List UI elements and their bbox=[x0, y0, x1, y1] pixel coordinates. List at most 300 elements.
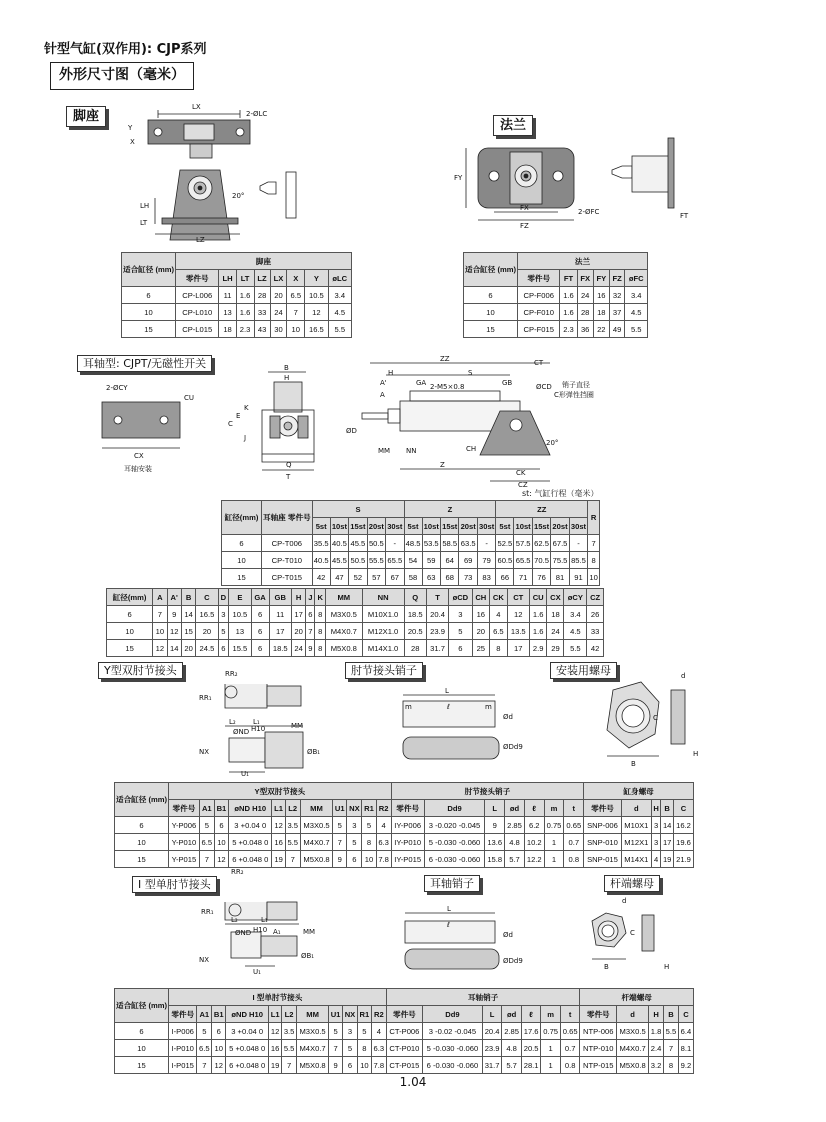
y-cell: 9 bbox=[333, 851, 347, 868]
y-cell: 19 bbox=[272, 851, 285, 868]
dims-cell: M12X1.0 bbox=[362, 623, 404, 640]
dims-cell: 18 bbox=[547, 606, 564, 623]
trunnion-z-header: Z bbox=[404, 501, 496, 518]
foot-y-label: Y bbox=[128, 124, 133, 132]
y-cell: 12 bbox=[272, 817, 285, 834]
trunnion-cell: 6 bbox=[222, 535, 262, 552]
dims-cell: 7 bbox=[306, 623, 315, 640]
i-col-header: B bbox=[664, 1006, 679, 1023]
trunnion-nn-label: NN bbox=[406, 447, 417, 455]
dims-cell: M5X0.8 bbox=[326, 640, 363, 657]
dims-cell: 14 bbox=[181, 606, 195, 623]
y-rr2-label: RR₂ bbox=[225, 670, 238, 678]
i-cell: M3X0.5 bbox=[297, 1023, 329, 1040]
pin-m1-label: m bbox=[405, 703, 412, 711]
i-cell: 5 +0.048 0 bbox=[226, 1040, 269, 1057]
i-col-header: L1 bbox=[269, 1006, 282, 1023]
i-cell: 9 bbox=[329, 1057, 343, 1074]
trunnion-cell: 63 bbox=[422, 569, 440, 586]
y-cell: 13.6 bbox=[485, 834, 505, 851]
trunnion-stroke-header: 5st bbox=[496, 518, 514, 535]
y-cell: IY-P015 bbox=[391, 851, 424, 868]
dims-cell: 25 bbox=[472, 640, 490, 657]
trunnion-table-row bbox=[222, 552, 600, 569]
dims-cell: 11 bbox=[269, 606, 291, 623]
y-cell: 1 bbox=[544, 851, 564, 868]
y-u1-label: U₁ bbox=[241, 770, 249, 778]
flange-fc-label: 2-ØFC bbox=[578, 208, 600, 216]
dims-table-row bbox=[107, 640, 604, 657]
y-l1-label: L₁ bbox=[253, 718, 260, 726]
trunnion-stroke-note: st: 气缸行程（毫米） bbox=[522, 489, 599, 498]
i-nd-label: ØND bbox=[235, 929, 252, 937]
trunnion-stroke-header: 15st bbox=[532, 518, 550, 535]
trunnion-stroke-header: 30st bbox=[569, 518, 587, 535]
flange-col-header: FZ bbox=[609, 270, 625, 287]
y-col-header: C bbox=[674, 800, 694, 817]
y-cell: 0.75 bbox=[544, 817, 564, 834]
dims-cell: 12 bbox=[167, 623, 181, 640]
dims-cell: 8 bbox=[315, 606, 326, 623]
trunnion-stroke-header: 30st bbox=[477, 518, 495, 535]
i-cell: 28.1 bbox=[521, 1057, 541, 1074]
trunnion-cell: - bbox=[386, 535, 404, 552]
i-table bbox=[114, 988, 694, 1074]
dims-cell: M4X0.7 bbox=[326, 623, 363, 640]
i-cell: I-P006 bbox=[169, 1023, 197, 1040]
y-cell: 5 bbox=[362, 817, 376, 834]
dims-cell: 12 bbox=[153, 640, 167, 657]
y-group1-header: Y型双肘节接头 bbox=[169, 783, 392, 800]
dims-cell: 24.5 bbox=[196, 640, 218, 657]
trunnion-cell: 76 bbox=[532, 569, 550, 586]
trunnion-cell: 69 bbox=[459, 552, 477, 569]
i-cell: 2.4 bbox=[649, 1040, 664, 1057]
foot-cell: 4.5 bbox=[328, 304, 351, 321]
trunnion-cell: 85.5 bbox=[569, 552, 587, 569]
trunnion-stroke-header: 5st bbox=[404, 518, 422, 535]
i-col-header: R1 bbox=[357, 1006, 371, 1023]
trunnion-ch-label: CH bbox=[466, 445, 477, 453]
t-pin-dd9-label: ØDd9 bbox=[503, 957, 523, 965]
flange-table-row bbox=[464, 304, 648, 321]
y-col-header: H bbox=[651, 800, 660, 817]
flange-cell: 1.6 bbox=[560, 287, 577, 304]
y-cell: 21.9 bbox=[674, 851, 694, 868]
y-col-header: U1 bbox=[333, 800, 347, 817]
i-cell: 10 bbox=[357, 1057, 371, 1074]
dims-cell: 10 bbox=[107, 623, 153, 640]
y-cell: 1 bbox=[544, 834, 564, 851]
y-cell: 3 bbox=[651, 817, 660, 834]
i-cell: M3X0.5 bbox=[617, 1023, 649, 1040]
foot-table-row bbox=[122, 304, 352, 321]
i-cell: 7 bbox=[197, 1057, 212, 1074]
t-pin-d-label: Ød bbox=[503, 931, 513, 939]
nut-h-label: H bbox=[693, 750, 699, 758]
foot-cell: 10 bbox=[287, 321, 305, 338]
foot-col-header: LZ bbox=[254, 270, 270, 287]
i-cell: NTP-015 bbox=[580, 1057, 617, 1074]
flange-cell: 22 bbox=[593, 321, 609, 338]
trunnion-front-drawing bbox=[220, 362, 340, 482]
foot-cell: 1.6 bbox=[236, 304, 254, 321]
y-cell: 4 bbox=[376, 817, 391, 834]
y-cell: SNP-015 bbox=[584, 851, 622, 868]
foot-cell: 11 bbox=[219, 287, 236, 304]
dims-col-header: CH bbox=[472, 589, 490, 606]
pin-m2-label: m bbox=[485, 703, 492, 711]
trunnion-cell: 70.5 bbox=[532, 552, 550, 569]
foot-cell: 5.5 bbox=[328, 321, 351, 338]
i-group1-header: I 型单肘节接头 bbox=[169, 989, 387, 1006]
dims-cell: 29 bbox=[547, 640, 564, 657]
foot-lc-label: 2-ØLC bbox=[246, 110, 268, 118]
dims-cell: 10.5 bbox=[229, 606, 251, 623]
i-col-header: B1 bbox=[212, 1006, 226, 1023]
y-col-header: ød bbox=[505, 800, 525, 817]
dims-cell: 13.5 bbox=[507, 623, 529, 640]
i-cell: 1 bbox=[541, 1040, 561, 1057]
y-cell: 7 bbox=[333, 834, 347, 851]
flange-cell: 5.5 bbox=[625, 321, 648, 338]
dims-cell: 8 bbox=[315, 623, 326, 640]
trunnion-cell: 59 bbox=[422, 552, 440, 569]
y-col-header: Dd9 bbox=[424, 800, 485, 817]
trunnion-zz-label: ZZ bbox=[440, 355, 450, 363]
trunnion-cell: 67.5 bbox=[551, 535, 569, 552]
y-col-header: 零件号 bbox=[584, 800, 622, 817]
i-cell: 8 bbox=[357, 1040, 371, 1057]
i-cell: 12 bbox=[212, 1057, 226, 1074]
i-group2-header: 耳轴销子 bbox=[386, 989, 580, 1006]
i-cell: 5 bbox=[197, 1023, 212, 1040]
i-col-header: MM bbox=[297, 1006, 329, 1023]
i-l1-label: L₁ bbox=[261, 916, 268, 924]
dims-cell: 9 bbox=[306, 640, 315, 657]
i-table-row bbox=[115, 1023, 694, 1040]
y-cell: 6.2 bbox=[524, 817, 544, 834]
i-cell: 8.1 bbox=[678, 1040, 693, 1057]
y-table-row bbox=[115, 834, 694, 851]
rod-nut-tag: 杆端螺母 bbox=[604, 875, 660, 892]
dims-cell: 8 bbox=[315, 640, 326, 657]
i-cell: 4.8 bbox=[502, 1040, 522, 1057]
dims-cell: 18.5 bbox=[269, 640, 291, 657]
foot-cell: 3.4 bbox=[328, 287, 351, 304]
y-col-header: 零件号 bbox=[391, 800, 424, 817]
trunnion-b-label: B bbox=[284, 364, 289, 372]
trunnion-d-label: ØD bbox=[346, 427, 357, 435]
dims-cell: 42 bbox=[587, 640, 604, 657]
i-cell: 8 bbox=[664, 1057, 679, 1074]
y-col-header: NX bbox=[347, 800, 362, 817]
y-col-header: L1 bbox=[272, 800, 285, 817]
foot-cell: 6 bbox=[122, 287, 176, 304]
i-col-header: ℓ bbox=[521, 1006, 541, 1023]
dims-col-header: E bbox=[229, 589, 251, 606]
dims-cell: 20.4 bbox=[426, 606, 448, 623]
dims-cell: 5 bbox=[449, 623, 472, 640]
trunnion-gb-label: GB bbox=[502, 379, 513, 387]
flange-fx-label: FX bbox=[520, 204, 529, 212]
rod-nut-drawing bbox=[570, 895, 690, 975]
foot-angle-label: 20° bbox=[232, 192, 245, 200]
trunnion-cell: 35.5 bbox=[312, 535, 330, 552]
flange-group-header: 法兰 bbox=[518, 253, 648, 270]
i-cell: 3 +0.04 0 bbox=[226, 1023, 269, 1040]
dims-cell: 28 bbox=[404, 640, 426, 657]
dims-cell: 6 bbox=[306, 606, 315, 623]
foot-table-row bbox=[122, 321, 352, 338]
dims-cell: 1.6 bbox=[529, 606, 547, 623]
i-cell: 20.4 bbox=[482, 1023, 502, 1040]
foot-cell: 10 bbox=[122, 304, 176, 321]
dims-col-header: 缸径(mm) bbox=[107, 589, 153, 606]
trunnion-stroke-header: 20st bbox=[367, 518, 385, 535]
dims-cell: M10X1.0 bbox=[362, 606, 404, 623]
trunnion-cell: 48.5 bbox=[404, 535, 422, 552]
dims-cell: 3.4 bbox=[564, 606, 587, 623]
trunnion-stroke-header: 20st bbox=[551, 518, 569, 535]
dims-col-header: CU bbox=[529, 589, 547, 606]
flange-cell: 10 bbox=[464, 304, 518, 321]
t-pin-tag: 耳轴销子 bbox=[424, 875, 480, 892]
foot-tag: 脚座 bbox=[66, 106, 106, 127]
i-cell: 17.6 bbox=[521, 1023, 541, 1040]
foot-col-header: LT bbox=[236, 270, 254, 287]
trunnion-cell: CP-T015 bbox=[262, 569, 313, 586]
foot-cell: 18 bbox=[219, 321, 236, 338]
trunnion-cell: 58 bbox=[404, 569, 422, 586]
y-cell: Y-P015 bbox=[169, 851, 200, 868]
i-col-header: t bbox=[560, 1006, 580, 1023]
flange-cell: 6 bbox=[464, 287, 518, 304]
pin-dd9-label: ØDd9 bbox=[503, 743, 523, 751]
i-joint-drawing bbox=[195, 862, 325, 977]
y-col-header: MM bbox=[300, 800, 332, 817]
trunnion-stroke-header: 10st bbox=[422, 518, 440, 535]
y-cell: 3 -0.020 -0.045 bbox=[424, 817, 485, 834]
dims-cell: 4 bbox=[490, 606, 508, 623]
page-number: 1.04 bbox=[399, 1075, 427, 1089]
i-cell: 5 bbox=[329, 1023, 343, 1040]
y-cell: 5 bbox=[199, 817, 214, 834]
i-cell: 0.75 bbox=[541, 1023, 561, 1040]
trunnion-aa-label: A' bbox=[380, 379, 387, 387]
i-cell: M5X0.8 bbox=[617, 1057, 649, 1074]
dims-cell: 17 bbox=[507, 640, 529, 657]
i-cell: 6 +0.048 0 bbox=[226, 1057, 269, 1074]
foot-col-header: LX bbox=[270, 270, 287, 287]
trunnion-ct-label: CT bbox=[534, 359, 544, 367]
y-nx-label: NX bbox=[199, 748, 210, 756]
dims-col-header: CK bbox=[490, 589, 508, 606]
trunnion-s-header: S bbox=[312, 501, 404, 518]
i-cell: 16 bbox=[269, 1040, 282, 1057]
dims-col-header: A' bbox=[167, 589, 181, 606]
trunnion-t-label: T bbox=[286, 473, 291, 481]
dims-col-header: MM bbox=[326, 589, 363, 606]
i-cell: 10 bbox=[212, 1040, 226, 1057]
trunnion-cell: 66 bbox=[496, 569, 514, 586]
dims-cell: 23.9 bbox=[426, 623, 448, 640]
y-cell: 7 bbox=[199, 851, 214, 868]
dims-cell: 5.5 bbox=[564, 640, 587, 657]
y-col-header: B bbox=[661, 800, 674, 817]
i-col-header: Dd9 bbox=[422, 1006, 482, 1023]
i-cell: 6 bbox=[115, 1023, 169, 1040]
trunnion-cell: 47 bbox=[330, 569, 348, 586]
nut-drawing bbox=[585, 672, 705, 772]
y-cell: 3 bbox=[347, 817, 362, 834]
i-db-label: ØB₁ bbox=[301, 952, 315, 960]
foot-cell: 1.6 bbox=[236, 287, 254, 304]
flange-cell: 37 bbox=[609, 304, 625, 321]
trunnion-cell: 45.5 bbox=[330, 552, 348, 569]
flange-cell: 2.3 bbox=[560, 321, 577, 338]
i-cell: 6.4 bbox=[678, 1023, 693, 1040]
dims-col-header: CX bbox=[547, 589, 564, 606]
i-cell: 5.5 bbox=[282, 1040, 297, 1057]
i-cell: 5 bbox=[343, 1040, 358, 1057]
trunnion-cell: 57 bbox=[367, 569, 385, 586]
trunnion-cell: 15 bbox=[222, 569, 262, 586]
y-cell: 5 -0.030 -0.060 bbox=[424, 834, 485, 851]
flange-cell: 3.4 bbox=[625, 287, 648, 304]
y-cell: M10X1 bbox=[621, 817, 651, 834]
i-col-header: øND H10 bbox=[226, 1006, 269, 1023]
foot-lt-label: LT bbox=[140, 219, 148, 227]
trunnion-mount-label: 耳轴安装 bbox=[124, 465, 152, 473]
i-rr2-label: RR₂ bbox=[231, 868, 244, 876]
dims-cell: 20.5 bbox=[404, 623, 426, 640]
y-col-header: d bbox=[621, 800, 651, 817]
dims-cell: 9 bbox=[167, 606, 181, 623]
dims-cell: 3 bbox=[449, 606, 472, 623]
trunnion-cell: 50.5 bbox=[349, 552, 367, 569]
trunnion-stroke-header: 10st bbox=[330, 518, 348, 535]
flange-cell: 15 bbox=[464, 321, 518, 338]
trunnion-cell: 55.5 bbox=[367, 552, 385, 569]
dims-col-header: D bbox=[218, 589, 229, 606]
trunnion-pindia-label: 销子直径 bbox=[562, 381, 590, 389]
trunnion-cell: 8 bbox=[588, 552, 600, 569]
i-cell: 6 bbox=[212, 1023, 226, 1040]
dims-cell: 10 bbox=[153, 623, 167, 640]
y-cell: 0.8 bbox=[564, 851, 584, 868]
i-cell: 1 bbox=[541, 1057, 561, 1074]
dims-cell: 15 bbox=[107, 640, 153, 657]
pin-l-label: L bbox=[445, 687, 449, 695]
trunnion-stroke-header: 10st bbox=[514, 518, 532, 535]
i-col-header: U1 bbox=[329, 1006, 343, 1023]
trunnion-table bbox=[221, 500, 600, 586]
rod-nut-h-label: H bbox=[664, 963, 670, 971]
trunnion-cell: 68 bbox=[441, 569, 459, 586]
i-col-header: 零件号 bbox=[580, 1006, 617, 1023]
i-cell: 10 bbox=[115, 1040, 169, 1057]
dims-cell: 5 bbox=[218, 623, 229, 640]
y-col-header: øND H10 bbox=[229, 800, 272, 817]
flange-table-row bbox=[464, 287, 648, 304]
dims-cell: M3X0.5 bbox=[326, 606, 363, 623]
i-cell: 3 bbox=[343, 1023, 358, 1040]
trunnion-cy-label: 2-ØCY bbox=[106, 384, 128, 392]
i-joint-tag: I 型单肘节接头 bbox=[132, 876, 217, 893]
y-cell: 15.8 bbox=[485, 851, 505, 868]
dims-col-header: C bbox=[196, 589, 218, 606]
dims-cell: 2.9 bbox=[529, 640, 547, 657]
i-col-header: H bbox=[649, 1006, 664, 1023]
trunnion-cell: CP-T006 bbox=[262, 535, 313, 552]
flange-fz-label: FZ bbox=[520, 222, 529, 230]
i-u1-label: U₁ bbox=[253, 968, 261, 976]
trunnion-c-label: C bbox=[228, 420, 233, 428]
trunnion-cell: 57.5 bbox=[514, 535, 532, 552]
dims-cell: 17 bbox=[269, 623, 291, 640]
trunnion-table-row bbox=[222, 535, 600, 552]
y-joint-tag: Y型双肘节接头 bbox=[98, 662, 183, 679]
trunnion-mount-drawing bbox=[90, 380, 200, 480]
flange-col-header: 零件号 bbox=[518, 270, 560, 287]
foot-cell: 33 bbox=[254, 304, 270, 321]
pin-d-label: Ød bbox=[503, 713, 513, 721]
trunnion-cell: 10 bbox=[588, 569, 600, 586]
foot-table-row bbox=[122, 287, 352, 304]
trunnion-stroke-header: 15st bbox=[349, 518, 367, 535]
y-cell: 5 bbox=[347, 834, 362, 851]
y-cell: 19 bbox=[661, 851, 674, 868]
dims-col-header: CT bbox=[507, 589, 529, 606]
y-cell: 12 bbox=[214, 851, 228, 868]
trunnion-hh-label: H bbox=[388, 369, 394, 377]
flange-cell: 32 bbox=[609, 287, 625, 304]
foot-cell: 43 bbox=[254, 321, 270, 338]
y-cell: 19.6 bbox=[674, 834, 694, 851]
pin-ell-label: ℓ bbox=[447, 703, 450, 711]
trunnion-angle-label: 20° bbox=[546, 439, 559, 447]
foot-col-header: 零件号 bbox=[176, 270, 219, 287]
y-col-header: L2 bbox=[285, 800, 300, 817]
y-cell: SNP-010 bbox=[584, 834, 622, 851]
y-col-header: t bbox=[564, 800, 584, 817]
y-cell: 0.7 bbox=[564, 834, 584, 851]
trunnion-cell: 63.5 bbox=[459, 535, 477, 552]
foot-x-label: X bbox=[130, 138, 135, 146]
y-group2-header: 肘节接头销子 bbox=[391, 783, 584, 800]
dims-cell: 20 bbox=[472, 623, 490, 640]
i-cell: 23.9 bbox=[482, 1040, 502, 1057]
i-cell: 5.7 bbox=[502, 1057, 522, 1074]
dims-table bbox=[106, 588, 604, 657]
y-cell: 3.5 bbox=[285, 817, 300, 834]
y-cell: 15 bbox=[115, 851, 169, 868]
y-cell: 7.8 bbox=[376, 851, 391, 868]
trunnion-cell: 42 bbox=[312, 569, 330, 586]
dims-cell: 8 bbox=[490, 640, 508, 657]
t-pin-ell-label: ℓ bbox=[447, 921, 450, 929]
i-cell: 7 bbox=[664, 1040, 679, 1057]
i-cell: M4X0.7 bbox=[297, 1040, 329, 1057]
i-col-header: 零件号 bbox=[386, 1006, 422, 1023]
dims-cell: 20 bbox=[181, 640, 195, 657]
foot-cell: 30 bbox=[270, 321, 287, 338]
foot-cell: 2.3 bbox=[236, 321, 254, 338]
foot-cell: 28 bbox=[254, 287, 270, 304]
i-col-header: NX bbox=[343, 1006, 358, 1023]
i-rr1-label: RR₁ bbox=[201, 908, 214, 916]
